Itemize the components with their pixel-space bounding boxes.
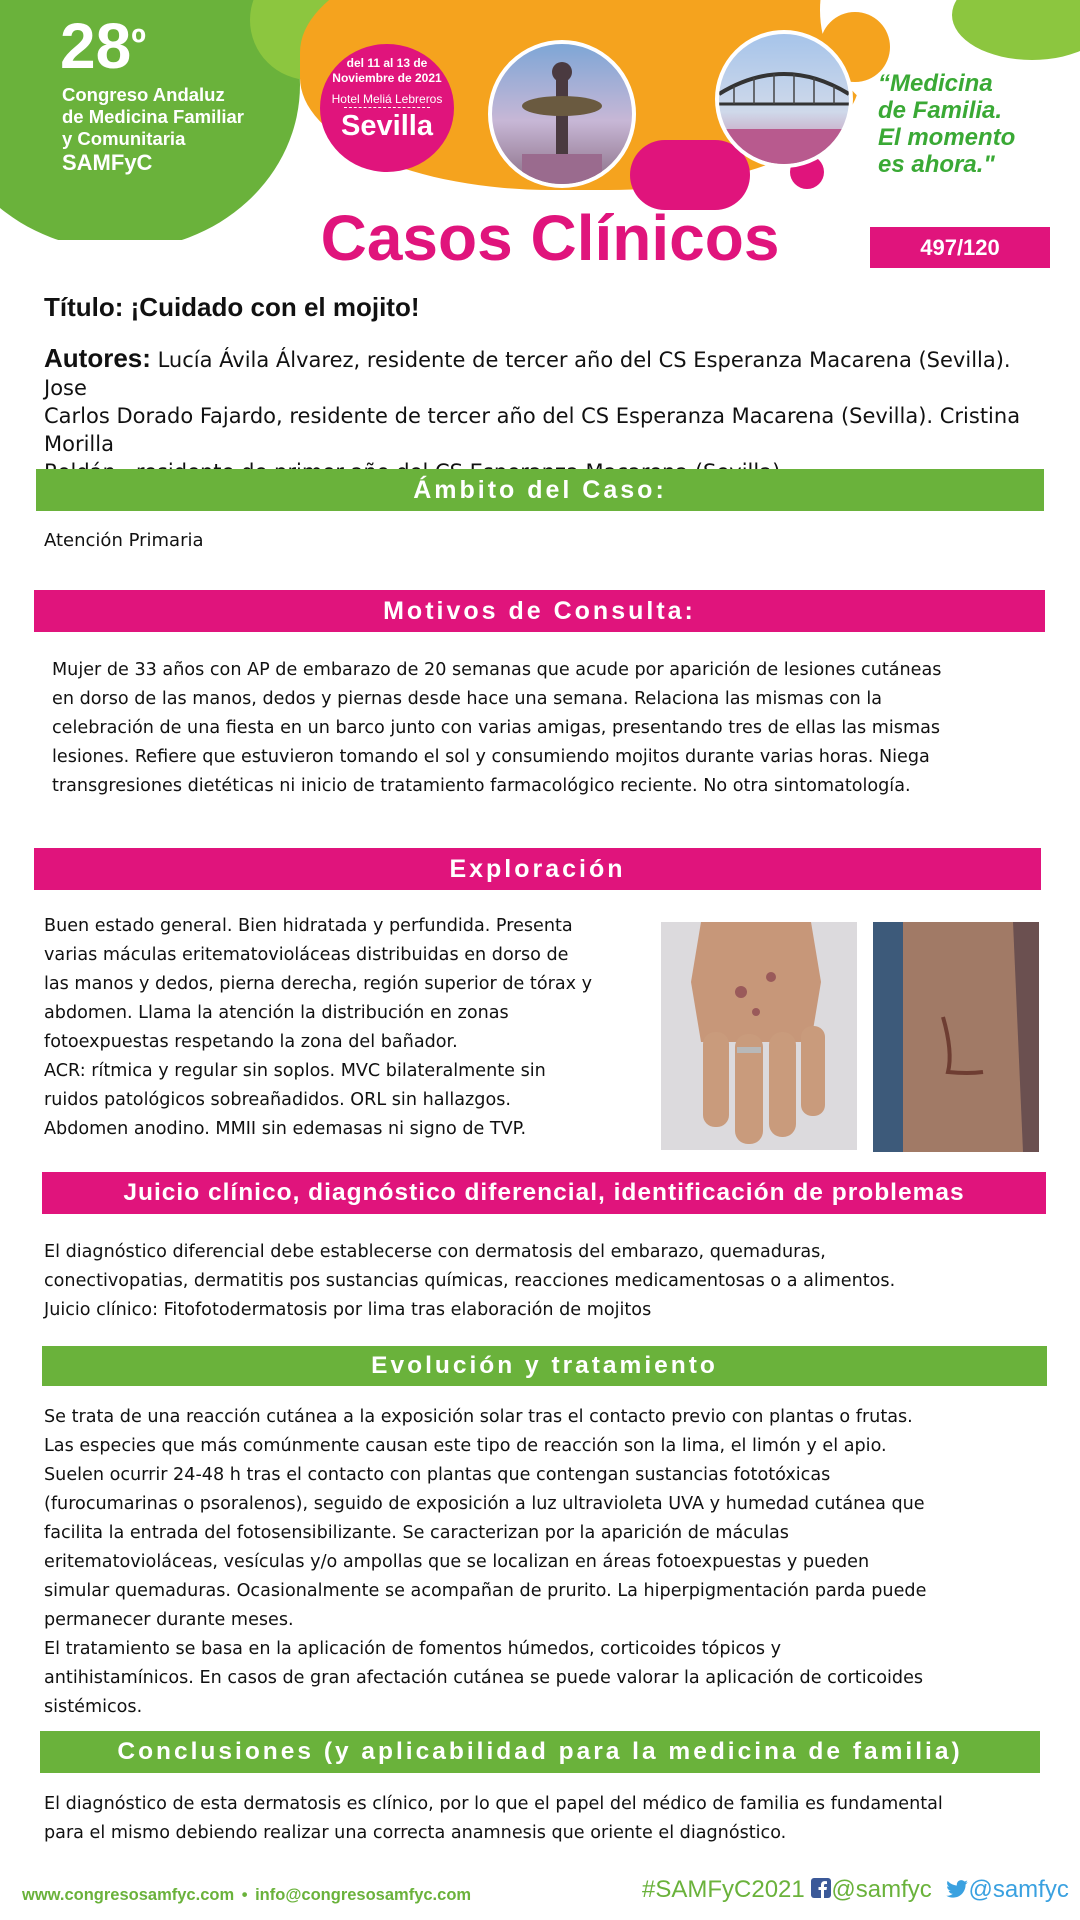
evolucion-line: facilita la entrada del fotosensibilizante. Se caracterizan por la aparición de máculas — [44, 1523, 789, 1543]
city: Sevilla — [341, 110, 433, 142]
case-title: Título: ¡Cuidado con el mojito! — [44, 292, 420, 322]
conclusiones-line: El diagnóstico de esta dermatosis es clínico, por lo que el papel del médico de familia es fundamental — [44, 1794, 943, 1814]
authors-line: Lucía Ávila Álvarez, residente de tercer año del CS Esperanza Macarena (Sevilla). Jose — [44, 348, 1011, 400]
evolucion-line: Se trata de una reacción cutánea a la exposición solar tras el contacto previo con plantas o frutas. — [44, 1407, 913, 1427]
exploracion-line: ruidos patológicos sobreañadidos. ORL sin hallazgos. — [44, 1090, 511, 1110]
edition-number: $28^º$ — [60, 10, 146, 82]
evolucion-line: permanecer durante meses. — [44, 1610, 294, 1630]
congress-name — [62, 84, 292, 176]
page-title: Casos Clínicos — [320, 202, 780, 274]
twitter-handle[interactable]: @samfyc — [968, 1876, 1069, 1903]
statue-photo — [488, 40, 636, 188]
authors-label: Autores: — [44, 343, 151, 373]
date-line-1: del 11 al 13 de — [346, 56, 428, 70]
exploracion-line: Abdomen anodino. MMII sin edemasas ni signo de TVP. — [44, 1119, 527, 1139]
evolucion-line: (furocumarinas o psoralenos), seguido de exposición a luz ultravioleta UVA y humedad cutánea que — [44, 1494, 925, 1514]
evolucion-line: Suelen ocurrir 24-48 h tras el contacto con plantas que contengan sustancias fototóxicas — [44, 1465, 831, 1485]
motivos-text — [52, 656, 941, 801]
twitter-icon[interactable] — [946, 1877, 968, 1905]
pink-blob — [630, 140, 750, 210]
slogan-line: es ahora." — [878, 151, 995, 178]
facebook-icon[interactable] — [811, 1877, 831, 1905]
exploracion-line: abdomen. Llama la atención la distribución en zonas — [44, 1003, 509, 1023]
evolucion-line: simular quemaduras. Ocasionalmente se acompañan de prurito. La hiperpigmentación parda puede — [44, 1581, 927, 1601]
ambito-line: Atención Primaria — [44, 530, 204, 551]
evolucion-heading: Evolución y tratamiento — [42, 1346, 1047, 1386]
date-badge — [320, 44, 454, 172]
exploracion-text — [44, 912, 592, 1144]
bridge-photo — [715, 30, 853, 168]
conclusiones-text — [44, 1790, 943, 1848]
footer-separator: • — [241, 1886, 248, 1904]
slogan-line: de Familia. — [878, 97, 1003, 124]
evolucion-line: eritematovioláceas, vesículas y/o ampollas que se localizan en áreas fotoexpuestas y pueden — [44, 1552, 870, 1572]
exploracion-line: Buen estado general. Bien hidratada y perfundida. Presenta — [44, 916, 573, 936]
juicio-line: El diagnóstico diferencial debe establecerse con dermatosis del embarazo, quemaduras, — [44, 1242, 826, 1262]
evolucion-line: Las especies que más comúnmente causan este tipo de reacción son la lima, el limón y el apio. — [44, 1436, 887, 1456]
juicio-line: conectivopatias, dermatitis pos sustancias químicas, reacciones medicamentosas o a alimentos. — [44, 1271, 896, 1291]
slogan — [878, 70, 1068, 178]
congress-name-line: y Comunitaria — [62, 128, 186, 149]
congress-name-line: SAMFyC — [62, 150, 153, 175]
hashtag: #SAMFyC2021 — [642, 1876, 805, 1903]
exploracion-line: fotoexpuestas respetando la zona del bañador. — [44, 1032, 458, 1052]
congress-name-line: de Medicina Familiar — [62, 106, 244, 127]
website-link[interactable]: www.congresosamfyc.com — [22, 1886, 235, 1904]
motivos-heading: Motivos de Consulta: — [34, 590, 1045, 632]
footer-contact — [22, 1886, 471, 1905]
hand-photo — [661, 922, 857, 1150]
evolucion-line: antihistamínicos. En casos de gran afectación cutánea se puede valorar la aplicación de corticoides — [44, 1668, 924, 1688]
case-id-badge: 497/120 — [870, 227, 1050, 268]
congress-name-line: Congreso Andaluz — [62, 84, 225, 105]
exploracion-line: ACR: rítmica y regular sin soplos. MVC bilateralmente sin — [44, 1061, 546, 1081]
conclusiones-heading: Conclusiones (y aplicabilidad para la medicina de familia) — [40, 1731, 1040, 1773]
ambito-heading: Ámbito del Caso: — [36, 469, 1044, 511]
evolucion-line: El tratamiento se basa en la aplicación de fomentos húmedos, corticoides tópicos y — [44, 1639, 782, 1659]
juicio-heading: Juicio clínico, diagnóstico diferencial, identificación de problemas — [42, 1172, 1046, 1214]
motivos-line: Mujer de 33 años con AP de embarazo de 20 semanas que acude por aparición de lesiones cutáneas — [52, 660, 942, 680]
divider — [344, 107, 430, 108]
authors — [44, 344, 1044, 486]
exploracion-line: varias máculas eritematovioláceas distribuidas en dorso de — [44, 945, 569, 965]
email-link[interactable]: info@congresosamfyc.com — [255, 1886, 472, 1904]
authors-line: Carlos Dorado Fajardo, residente de tercer año del CS Esperanza Macarena (Sevilla). Cristina Morilla — [44, 404, 1021, 456]
venue: Hotel Meliá Lebreros — [331, 92, 443, 106]
slogan-line: El momento — [878, 124, 1016, 151]
motivos-line: transgresiones dietéticas ni inicio de tratamiento farmacológico reciente. No otra sintomatología. — [52, 776, 911, 796]
motivos-line: lesiones. Refiere que estuvieron tomando el sol y consumiendo mojitos durante varias horas. Niega — [52, 747, 930, 767]
exploracion-line: las manos y dedos, pierna derecha, región superior de tórax y — [44, 974, 593, 994]
slogan-line: “Medicina — [878, 70, 993, 97]
conclusiones-line: para el mismo debiendo realizar una correcta anamnesis que oriente el diagnóstico. — [44, 1823, 787, 1843]
exploracion-heading: Exploración — [34, 848, 1041, 890]
juicio-text — [44, 1238, 895, 1325]
motivos-line: celebración de una fiesta en un barco junto con varias amigas, presentando tres de ellas las mismas — [52, 718, 941, 738]
evolucion-line: sistémicos. — [44, 1697, 143, 1717]
footer-social — [642, 1876, 1069, 1905]
arm-photo — [873, 922, 1039, 1152]
motivos-line: en dorso de las manos, dedos y piernas desde hace una semana. Relaciona las mismas con la — [52, 689, 883, 709]
facebook-handle[interactable]: @samfyc — [831, 1876, 932, 1903]
date-line-2: Noviembre de 2021 — [332, 71, 442, 85]
juicio-line: Juicio clínico: Fitofotodermatosis por lima tras elaboración de mojitos — [44, 1300, 652, 1320]
ambito-text — [44, 526, 204, 555]
evolucion-text — [44, 1403, 926, 1722]
